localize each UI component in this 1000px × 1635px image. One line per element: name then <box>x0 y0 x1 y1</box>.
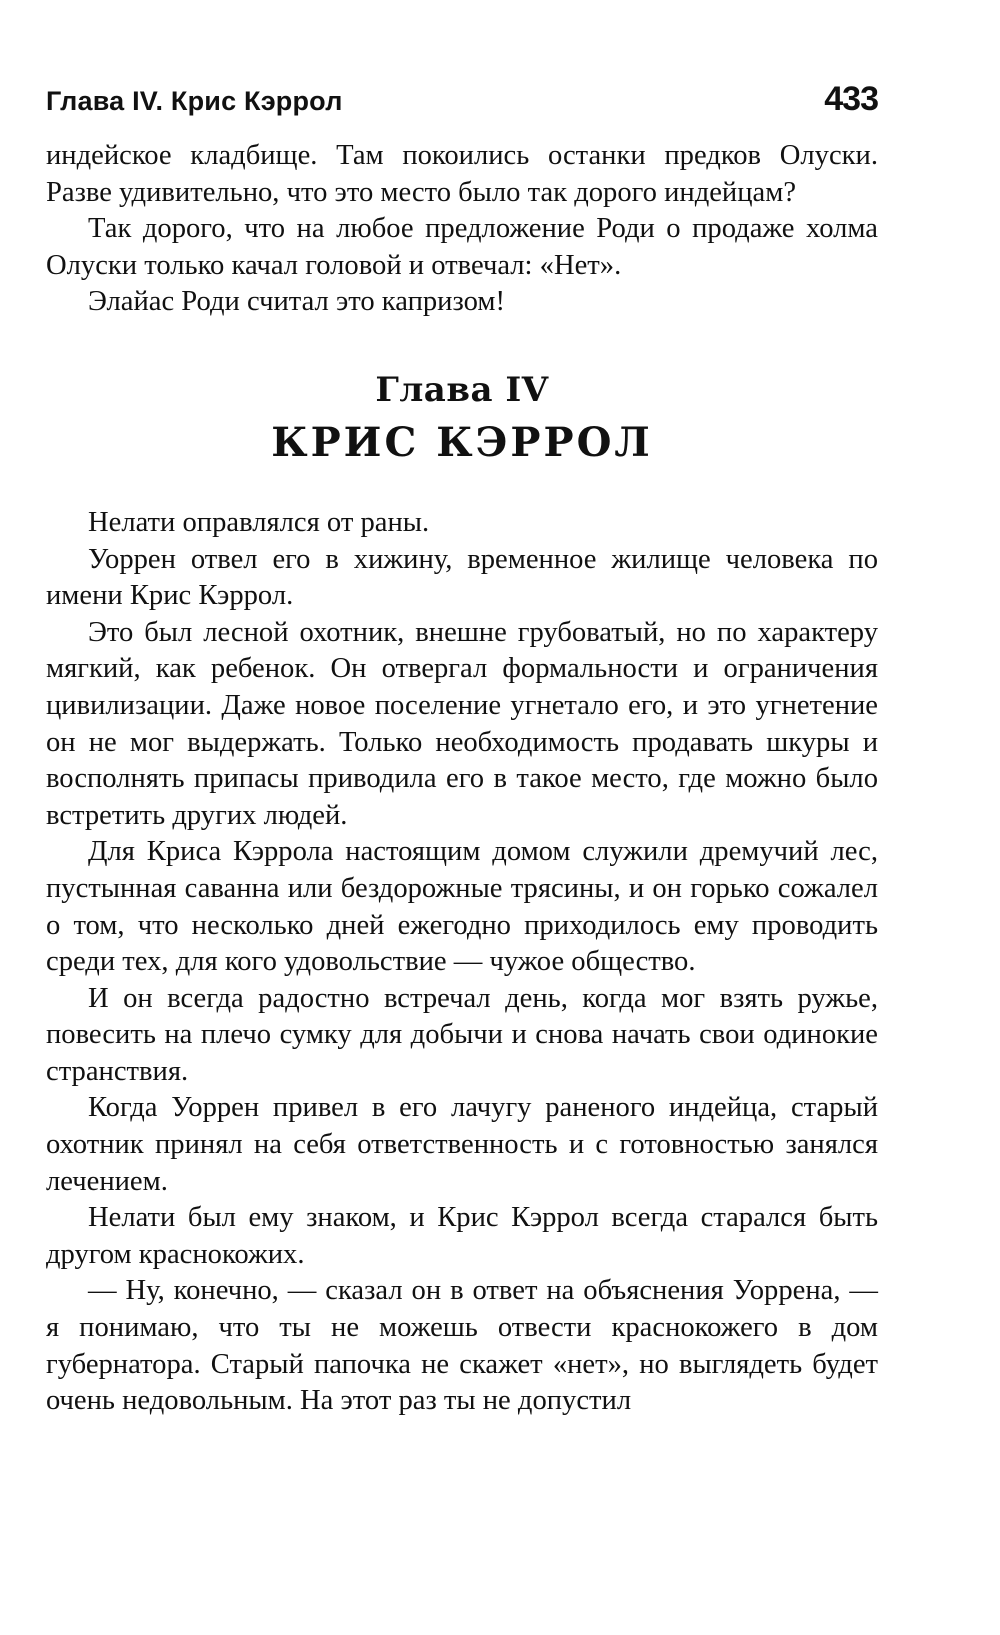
paragraph: Нелати был ему знаком, и Крис Кэррол всегда старался быть другом краснокожих. <box>46 1202 878 1270</box>
paragraph: — Ну, конечно, — сказал он в ответ на объяснения Уоррена, — я понимаю, что ты не можешь отвести краснокожего в дом губернатора. Старый папочка не скажет «нет», но выглядеть будет очень недовольным. На этот раз ты не допустил <box>46 1275 878 1417</box>
chapter-number: Глава IV <box>375 369 549 410</box>
book-page <box>46 80 878 1420</box>
paragraph: Элайас Роди считал это капризом! <box>88 286 505 318</box>
running-title: Глава IV. Крис Кэррол <box>46 86 343 116</box>
chapter-title: КРИС КЭРРОЛ <box>271 418 653 466</box>
paragraph: Уоррен отвел его в хижину, временное жилище человека по имени Крис Кэррол. <box>46 543 878 612</box>
body-text-before-chapter <box>46 138 878 321</box>
page-number: 433 <box>824 80 878 118</box>
body-text-chapter <box>46 505 878 1420</box>
paragraph: Когда Уоррен привел в его лачугу раненого индейца, старый охотник принял на себя ответственность и с готовностью занялся лечением. <box>46 1092 878 1197</box>
paragraph: Для Криса Кэррола настоящим домом служили дремучий лес, пустынная саванна или бездорожные трясины, и он горько сожалел о том, что несколько дней ежегодно приходилось ему проводить среди тех, для кого удовольствие — чужое общество. <box>46 836 878 978</box>
paragraph: Нелати оправлялся от раны. <box>88 506 430 538</box>
running-head <box>46 80 878 124</box>
paragraph: Это был лесной охотник, внешне грубоватый, но по характеру мягкий, как ребенок. Он отвергал формальности и ограничения цивилизации. Даже новое поселение угнетало его, и это угнетение он не мог выдержать. Только необходимость продавать шкуры и восполнять припасы приводила его в такое место, где можно было встретить других людей. <box>46 616 878 831</box>
paragraph: индейское кладбище. Там покоились останки предков Олуски. Разве удивительно, что это место было так дорого индейцам? <box>46 140 878 208</box>
paragraph: И он всегда радостно встречал день, когда мог взять ружье, повесить на плечо сумку для добычи и снова начать свои одинокие странствия. <box>46 982 878 1087</box>
paragraph: Так дорого, что на любое предложение Роди о продаже холма Олуски только качал головой и отвечал: «Нет». <box>46 213 878 281</box>
chapter-heading <box>46 365 878 471</box>
